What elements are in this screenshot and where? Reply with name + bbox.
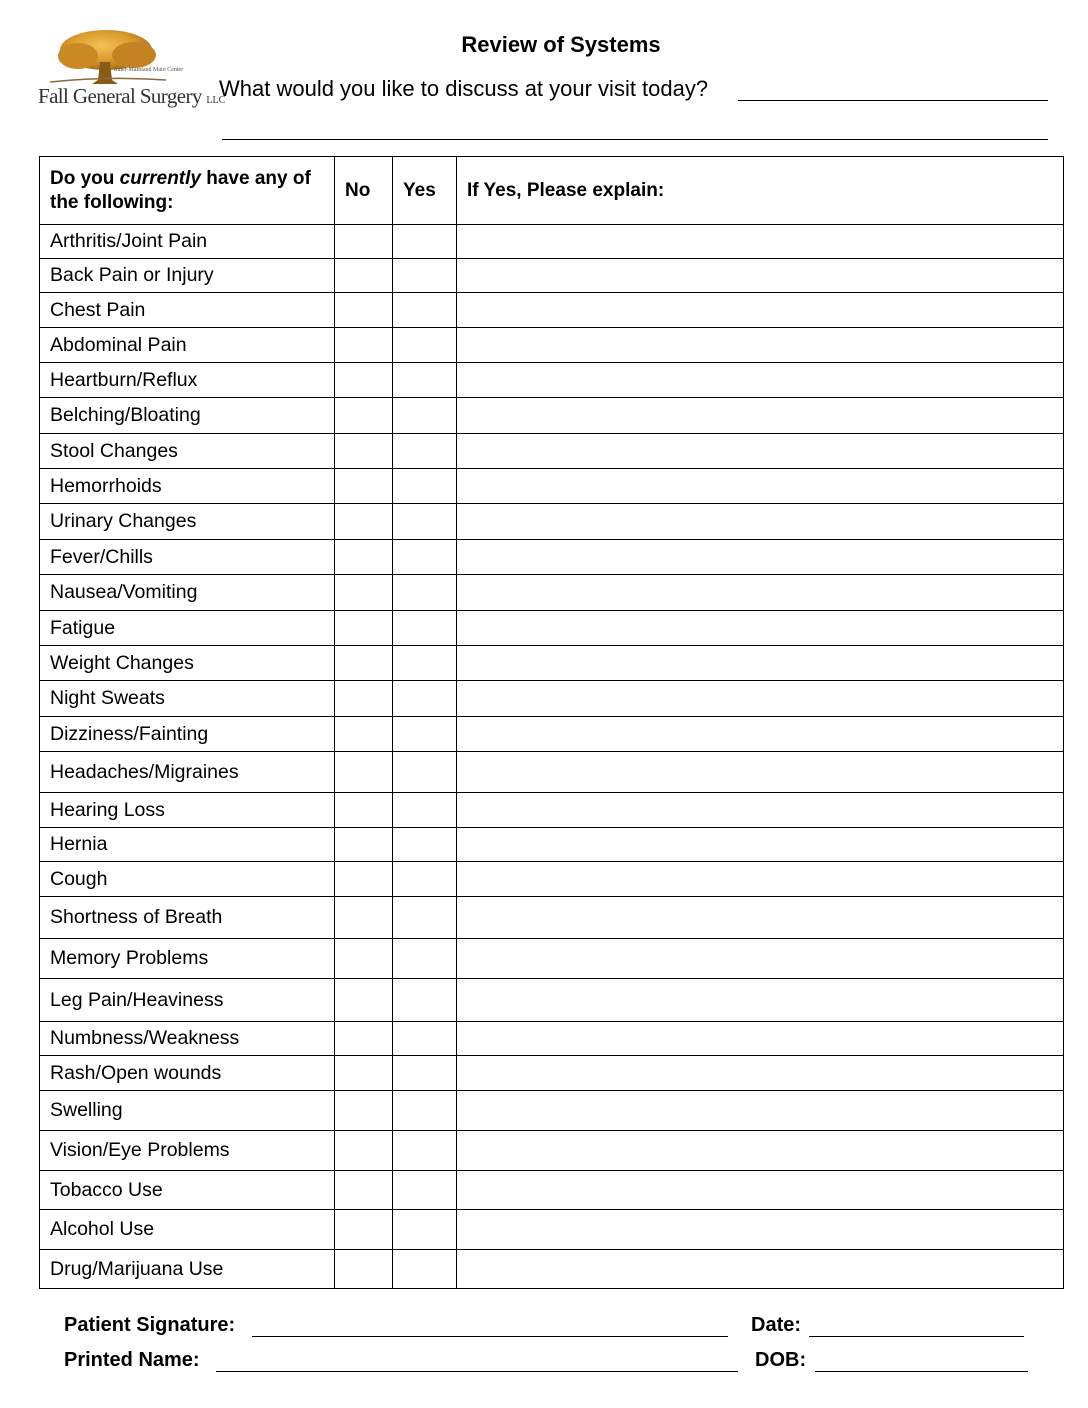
table-row xyxy=(40,793,1064,828)
explanation-cell[interactable] xyxy=(457,979,1064,1022)
condition-label: Arthritis/Joint Pain xyxy=(40,225,335,259)
yes-checkbox-cell[interactable] xyxy=(393,681,457,717)
yes-checkbox-cell[interactable] xyxy=(393,1250,457,1289)
explanation-cell[interactable] xyxy=(457,1131,1064,1171)
logo-wordmark xyxy=(38,84,225,109)
explanation-cell[interactable] xyxy=(457,1056,1064,1091)
header-no: No xyxy=(335,157,393,225)
table-row xyxy=(40,862,1064,897)
yes-checkbox-cell[interactable] xyxy=(393,1091,457,1131)
table-row xyxy=(40,225,1064,259)
table-header-row xyxy=(40,157,1064,225)
printed-name-label: Printed Name: xyxy=(64,1349,200,1371)
table-row xyxy=(40,1091,1064,1131)
no-checkbox-cell[interactable] xyxy=(335,646,393,681)
table-row xyxy=(40,897,1064,939)
no-checkbox-cell[interactable] xyxy=(335,939,393,979)
table-row xyxy=(40,504,1064,540)
yes-checkbox-cell[interactable] xyxy=(393,293,457,328)
no-checkbox-cell[interactable] xyxy=(335,1171,393,1210)
yes-checkbox-cell[interactable] xyxy=(393,646,457,681)
no-checkbox-cell[interactable] xyxy=(335,225,393,259)
yes-checkbox-cell[interactable] xyxy=(393,225,457,259)
explanation-cell[interactable] xyxy=(457,646,1064,681)
header-emphasis: currently xyxy=(119,167,201,189)
condition-label: Numbness/Weakness xyxy=(40,1022,335,1056)
review-of-systems-table xyxy=(39,156,1064,1289)
explanation-cell[interactable] xyxy=(457,1091,1064,1131)
condition-label: Heartburn/Reflux xyxy=(40,363,335,398)
table-row xyxy=(40,540,1064,575)
condition-label: Shortness of Breath xyxy=(40,897,335,939)
explanation-cell[interactable] xyxy=(457,259,1064,293)
explanation-cell[interactable] xyxy=(457,897,1064,939)
explanation-cell[interactable] xyxy=(457,540,1064,575)
table-row xyxy=(40,434,1064,469)
logo-tagline: Inner-Mainland Main Center xyxy=(114,67,184,73)
condition-label: Fever/Chills xyxy=(40,540,335,575)
patient-signature-label: Patient Signature: xyxy=(64,1314,236,1336)
visit-reason-field-line-2[interactable] xyxy=(222,139,1048,140)
no-checkbox-cell[interactable] xyxy=(335,328,393,363)
condition-label: Weight Changes xyxy=(40,646,335,681)
condition-label: Belching/Bloating xyxy=(40,398,335,434)
logo-name: Fall General Surgery xyxy=(38,84,202,108)
no-checkbox-cell[interactable] xyxy=(335,469,393,504)
condition-label: Chest Pain xyxy=(40,293,335,328)
table-row xyxy=(40,752,1064,793)
explanation-cell[interactable] xyxy=(457,225,1064,259)
no-checkbox-cell[interactable] xyxy=(335,1056,393,1091)
yes-checkbox-cell[interactable] xyxy=(393,1022,457,1056)
explanation-cell[interactable] xyxy=(457,717,1064,752)
table-row xyxy=(40,1250,1064,1289)
explanation-cell[interactable] xyxy=(457,1250,1064,1289)
explanation-cell[interactable] xyxy=(457,469,1064,504)
yes-checkbox-cell[interactable] xyxy=(393,752,457,793)
yes-checkbox-cell[interactable] xyxy=(393,1131,457,1171)
no-checkbox-cell[interactable] xyxy=(335,1131,393,1171)
condition-label: Swelling xyxy=(40,1091,335,1131)
yes-checkbox-cell[interactable] xyxy=(393,398,457,434)
table-row xyxy=(40,328,1064,363)
yes-checkbox-cell[interactable] xyxy=(393,328,457,363)
no-checkbox-cell[interactable] xyxy=(335,293,393,328)
table-row xyxy=(40,717,1064,752)
no-checkbox-cell[interactable] xyxy=(335,681,393,717)
yes-checkbox-cell[interactable] xyxy=(393,1171,457,1210)
form-title: Review of Systems xyxy=(461,32,661,57)
condition-label: Hernia xyxy=(40,828,335,862)
yes-checkbox-cell[interactable] xyxy=(393,575,457,611)
explanation-cell[interactable] xyxy=(457,1171,1064,1210)
explanation-cell[interactable] xyxy=(457,293,1064,328)
yes-checkbox-cell[interactable] xyxy=(393,979,457,1022)
condition-label: Dizziness/Fainting xyxy=(40,717,335,752)
no-checkbox-cell[interactable] xyxy=(335,1210,393,1250)
logo-suffix: LLC xyxy=(206,95,226,106)
yes-checkbox-cell[interactable] xyxy=(393,939,457,979)
table-row xyxy=(40,939,1064,979)
no-checkbox-cell[interactable] xyxy=(335,363,393,398)
no-checkbox-cell[interactable] xyxy=(335,897,393,939)
yes-checkbox-cell[interactable] xyxy=(393,540,457,575)
visit-question: What would you like to discuss at your visit today? xyxy=(219,76,709,101)
condition-label: Hearing Loss xyxy=(40,793,335,828)
condition-label: Back Pain or Injury xyxy=(40,259,335,293)
yes-checkbox-cell[interactable] xyxy=(393,793,457,828)
explanation-cell[interactable] xyxy=(457,504,1064,540)
explanation-cell[interactable] xyxy=(457,575,1064,611)
explanation-cell[interactable] xyxy=(457,363,1064,398)
yes-checkbox-cell[interactable] xyxy=(393,1210,457,1250)
table-row xyxy=(40,611,1064,646)
table-row xyxy=(40,1210,1064,1250)
condition-label: Memory Problems xyxy=(40,939,335,979)
yes-checkbox-cell[interactable] xyxy=(393,469,457,504)
no-checkbox-cell[interactable] xyxy=(335,717,393,752)
condition-label: Hemorrhoids xyxy=(40,469,335,504)
no-checkbox-cell[interactable] xyxy=(335,575,393,611)
table-row xyxy=(40,363,1064,398)
no-checkbox-cell[interactable] xyxy=(335,828,393,862)
yes-checkbox-cell[interactable] xyxy=(393,717,457,752)
table-row xyxy=(40,979,1064,1022)
table-row xyxy=(40,681,1064,717)
date-label: Date: xyxy=(751,1314,802,1336)
table-row xyxy=(40,293,1064,328)
condition-label: Tobacco Use xyxy=(40,1171,335,1210)
condition-label: Nausea/Vomiting xyxy=(40,575,335,611)
explanation-cell[interactable] xyxy=(457,939,1064,979)
condition-label: Abdominal Pain xyxy=(40,328,335,363)
explanation-cell[interactable] xyxy=(457,611,1064,646)
yes-checkbox-cell[interactable] xyxy=(393,259,457,293)
no-checkbox-cell[interactable] xyxy=(335,611,393,646)
condition-label: Vision/Eye Problems xyxy=(40,1131,335,1171)
date-field[interactable] xyxy=(809,1336,1024,1337)
explanation-cell[interactable] xyxy=(457,1210,1064,1250)
no-checkbox-cell[interactable] xyxy=(335,259,393,293)
yes-checkbox-cell[interactable] xyxy=(393,862,457,897)
explanation-cell[interactable] xyxy=(457,434,1064,469)
no-checkbox-cell[interactable] xyxy=(335,540,393,575)
no-checkbox-cell[interactable] xyxy=(335,1022,393,1056)
yes-checkbox-cell[interactable] xyxy=(393,363,457,398)
table-row xyxy=(40,1056,1064,1091)
yes-checkbox-cell[interactable] xyxy=(393,1056,457,1091)
no-checkbox-cell[interactable] xyxy=(335,1250,393,1289)
no-checkbox-cell[interactable] xyxy=(335,793,393,828)
explanation-cell[interactable] xyxy=(457,752,1064,793)
explanation-cell[interactable] xyxy=(457,328,1064,363)
table-row xyxy=(40,575,1064,611)
condition-label: Fatigue xyxy=(40,611,335,646)
yes-checkbox-cell[interactable] xyxy=(393,434,457,469)
dob-label: DOB: xyxy=(755,1349,807,1371)
no-checkbox-cell[interactable] xyxy=(335,434,393,469)
printed-name-field[interactable] xyxy=(216,1371,738,1372)
condition-label: Urinary Changes xyxy=(40,504,335,540)
no-checkbox-cell[interactable] xyxy=(335,398,393,434)
no-checkbox-cell[interactable] xyxy=(335,979,393,1022)
explanation-cell[interactable] xyxy=(457,681,1064,717)
explanation-cell[interactable] xyxy=(457,862,1064,897)
no-checkbox-cell[interactable] xyxy=(335,752,393,793)
header-yes: Yes xyxy=(393,157,457,225)
patient-signature-field[interactable] xyxy=(252,1336,728,1337)
dob-field[interactable] xyxy=(815,1371,1028,1372)
table-row xyxy=(40,646,1064,681)
yes-checkbox-cell[interactable] xyxy=(393,828,457,862)
condition-label: Night Sweats xyxy=(40,681,335,717)
table-row xyxy=(40,828,1064,862)
no-checkbox-cell[interactable] xyxy=(335,862,393,897)
table-row xyxy=(40,1131,1064,1171)
header-explain: If Yes, Please explain: xyxy=(457,157,1064,225)
yes-checkbox-cell[interactable] xyxy=(393,897,457,939)
table-row xyxy=(40,259,1064,293)
explanation-cell[interactable] xyxy=(457,793,1064,828)
condition-label: Rash/Open wounds xyxy=(40,1056,335,1091)
table-row xyxy=(40,1022,1064,1056)
header-condition-question: Do you currently have any of the following: xyxy=(40,157,335,225)
visit-reason-field-line-1[interactable] xyxy=(738,100,1048,101)
table-row xyxy=(40,1171,1064,1210)
yes-checkbox-cell[interactable] xyxy=(393,611,457,646)
condition-label: Alcohol Use xyxy=(40,1210,335,1250)
explanation-cell[interactable] xyxy=(457,398,1064,434)
explanation-cell[interactable] xyxy=(457,1022,1064,1056)
condition-label: Leg Pain/Heaviness xyxy=(40,979,335,1022)
yes-checkbox-cell[interactable] xyxy=(393,504,457,540)
no-checkbox-cell[interactable] xyxy=(335,1091,393,1131)
table-row xyxy=(40,469,1064,504)
condition-label: Drug/Marijuana Use xyxy=(40,1250,335,1289)
explanation-cell[interactable] xyxy=(457,828,1064,862)
condition-label: Stool Changes xyxy=(40,434,335,469)
condition-label: Cough xyxy=(40,862,335,897)
condition-label: Headaches/Migraines xyxy=(40,752,335,793)
table-row xyxy=(40,398,1064,434)
no-checkbox-cell[interactable] xyxy=(335,504,393,540)
